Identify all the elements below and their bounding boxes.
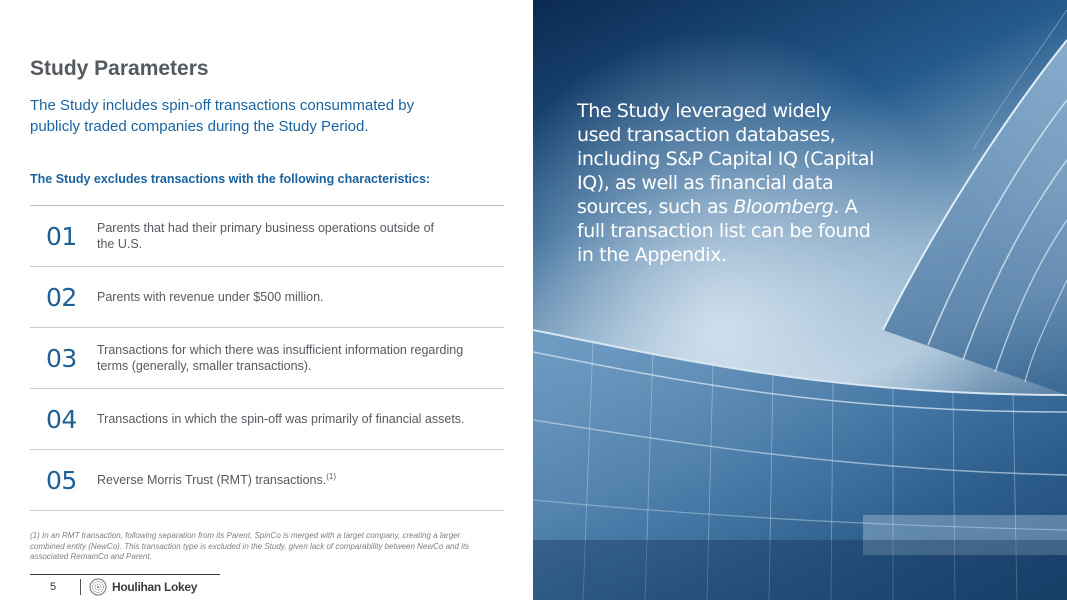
intro-text: The Study includes spin-off transactions consummated by publicly traded companies during the Study Period.: [30, 97, 415, 135]
building-architecture-image: [533, 0, 1067, 600]
criteria-text: Parents with revenue under $500 million.: [97, 290, 324, 304]
criteria-number: 01: [46, 221, 77, 251]
footer-rule: [30, 574, 220, 575]
criteria-item: [30, 206, 504, 267]
criteria-text: Transactions in which the spin-off was primarily of financial assets.: [97, 412, 465, 426]
exclusions-heading: The Study excludes transactions with the following characteristics:: [30, 172, 431, 186]
criteria-number: 04: [46, 404, 77, 434]
callout-italic: Bloomberg: [733, 196, 834, 218]
footnote: (1) In an RMT transaction, following separation from its Parent, SpinCo is merged with a target company, creating a larger combined entity (NewCo). This transaction type is excluded in the Study, given lack of comparability between NewCo and its associated RemainCo and Parent.: [30, 531, 470, 561]
company-logo: [89, 578, 197, 596]
criteria-text-wrap: [97, 472, 504, 488]
callout-text-part2: . A full transaction list can be found in the Appendix.: [577, 196, 871, 266]
page-title: Study Parameters: [30, 57, 209, 80]
criteria-item: [30, 450, 504, 511]
criteria-number: 03: [46, 343, 77, 373]
criteria-number: 05: [46, 465, 77, 495]
criteria-item: [30, 389, 504, 450]
hero-image-panel: [533, 0, 1067, 600]
houlihan-lokey-logo-icon: [89, 578, 107, 596]
content-panel: [0, 0, 533, 600]
exclusion-criteria-list: [30, 205, 504, 511]
footnote-ref: (1): [326, 471, 336, 481]
criteria-item: [30, 267, 504, 328]
criteria-number: 02: [46, 282, 77, 312]
databases-callout: [577, 99, 877, 267]
callout-text-part1: The Study leveraged widely used transaction databases, including S&P Capital IQ (Capital IQ), as well as financial data sources, such as: [577, 100, 875, 218]
page-number: 5: [50, 581, 57, 593]
logo-text: Houlihan Lokey: [112, 580, 198, 594]
footer-divider: [80, 579, 81, 595]
criteria-text: Parents that had their primary business operations outside of the U.S.: [97, 221, 434, 251]
criteria-text: Transactions for which there was insufficient information regarding terms (generally, smaller transactions).: [97, 343, 464, 373]
criteria-item: [30, 328, 504, 389]
criteria-text: Reverse Morris Trust (RMT) transactions.: [97, 473, 327, 487]
